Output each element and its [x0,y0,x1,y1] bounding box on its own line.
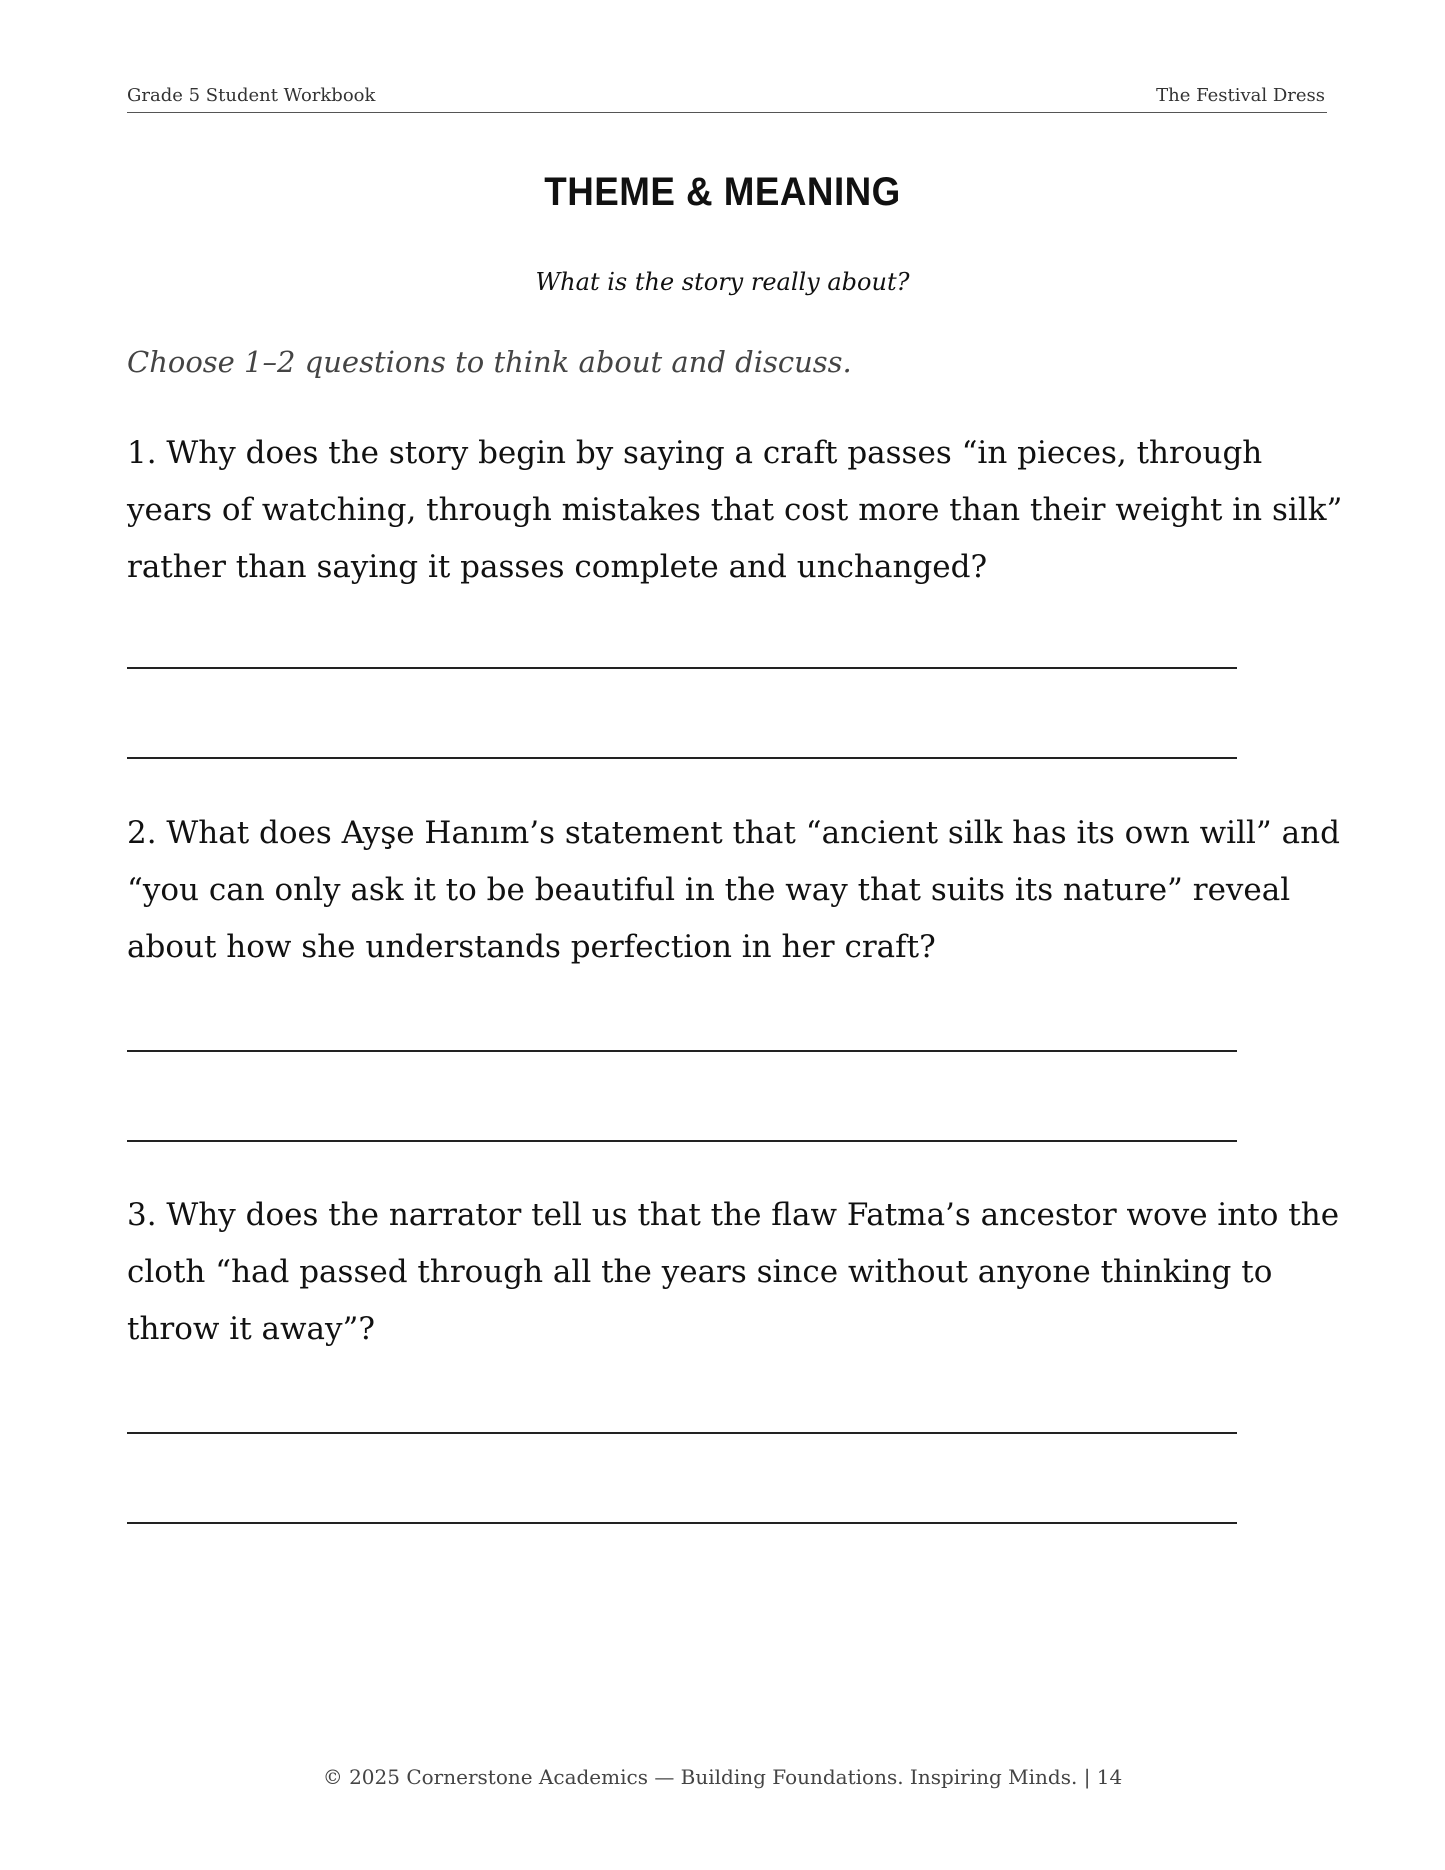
answer-line-2b[interactable] [127,1140,1237,1142]
header-workbook-title: Grade 5 Student Workbook [127,85,376,106]
question-3: 3. Why does the narrator tell us that the flaw Fatma’s ancestor wove into the cloth “had passed through all the years since without anyone thinking to throw it away”? [127,1197,1340,1347]
page-title: THEME & MEANING [544,170,901,214]
page-subtitle: What is the story really about? [535,268,910,296]
answer-line-3a[interactable] [127,1432,1237,1434]
answer-line-3b[interactable] [127,1522,1237,1524]
header-story-title: The Festival Dress [1156,85,1325,106]
question-2: 2. What does Ayşe Hanım’s statement that “ancient silk has its own will” and “you can only ask it to be beautiful in the way that suits its nature” reveal about how she understands perfection in her craft? [127,815,1340,965]
page-footer: © 2025 Cornerstone Academics — Building Foundations. Inspiring Minds. | 14 [322,1765,1123,1789]
page-header [127,84,1327,113]
answer-line-1a[interactable] [127,667,1237,669]
answer-line-1b[interactable] [127,757,1237,759]
answer-line-2a[interactable] [127,1050,1237,1052]
instructions: Choose 1–2 questions to think about and discuss. [127,345,852,379]
question-1: 1. Why does the story begin by saying a craft passes “in pieces, through years of watching, through mistakes that cost more than their weight in silk” rather than saying it passes complete and unchanged? [127,435,1343,585]
